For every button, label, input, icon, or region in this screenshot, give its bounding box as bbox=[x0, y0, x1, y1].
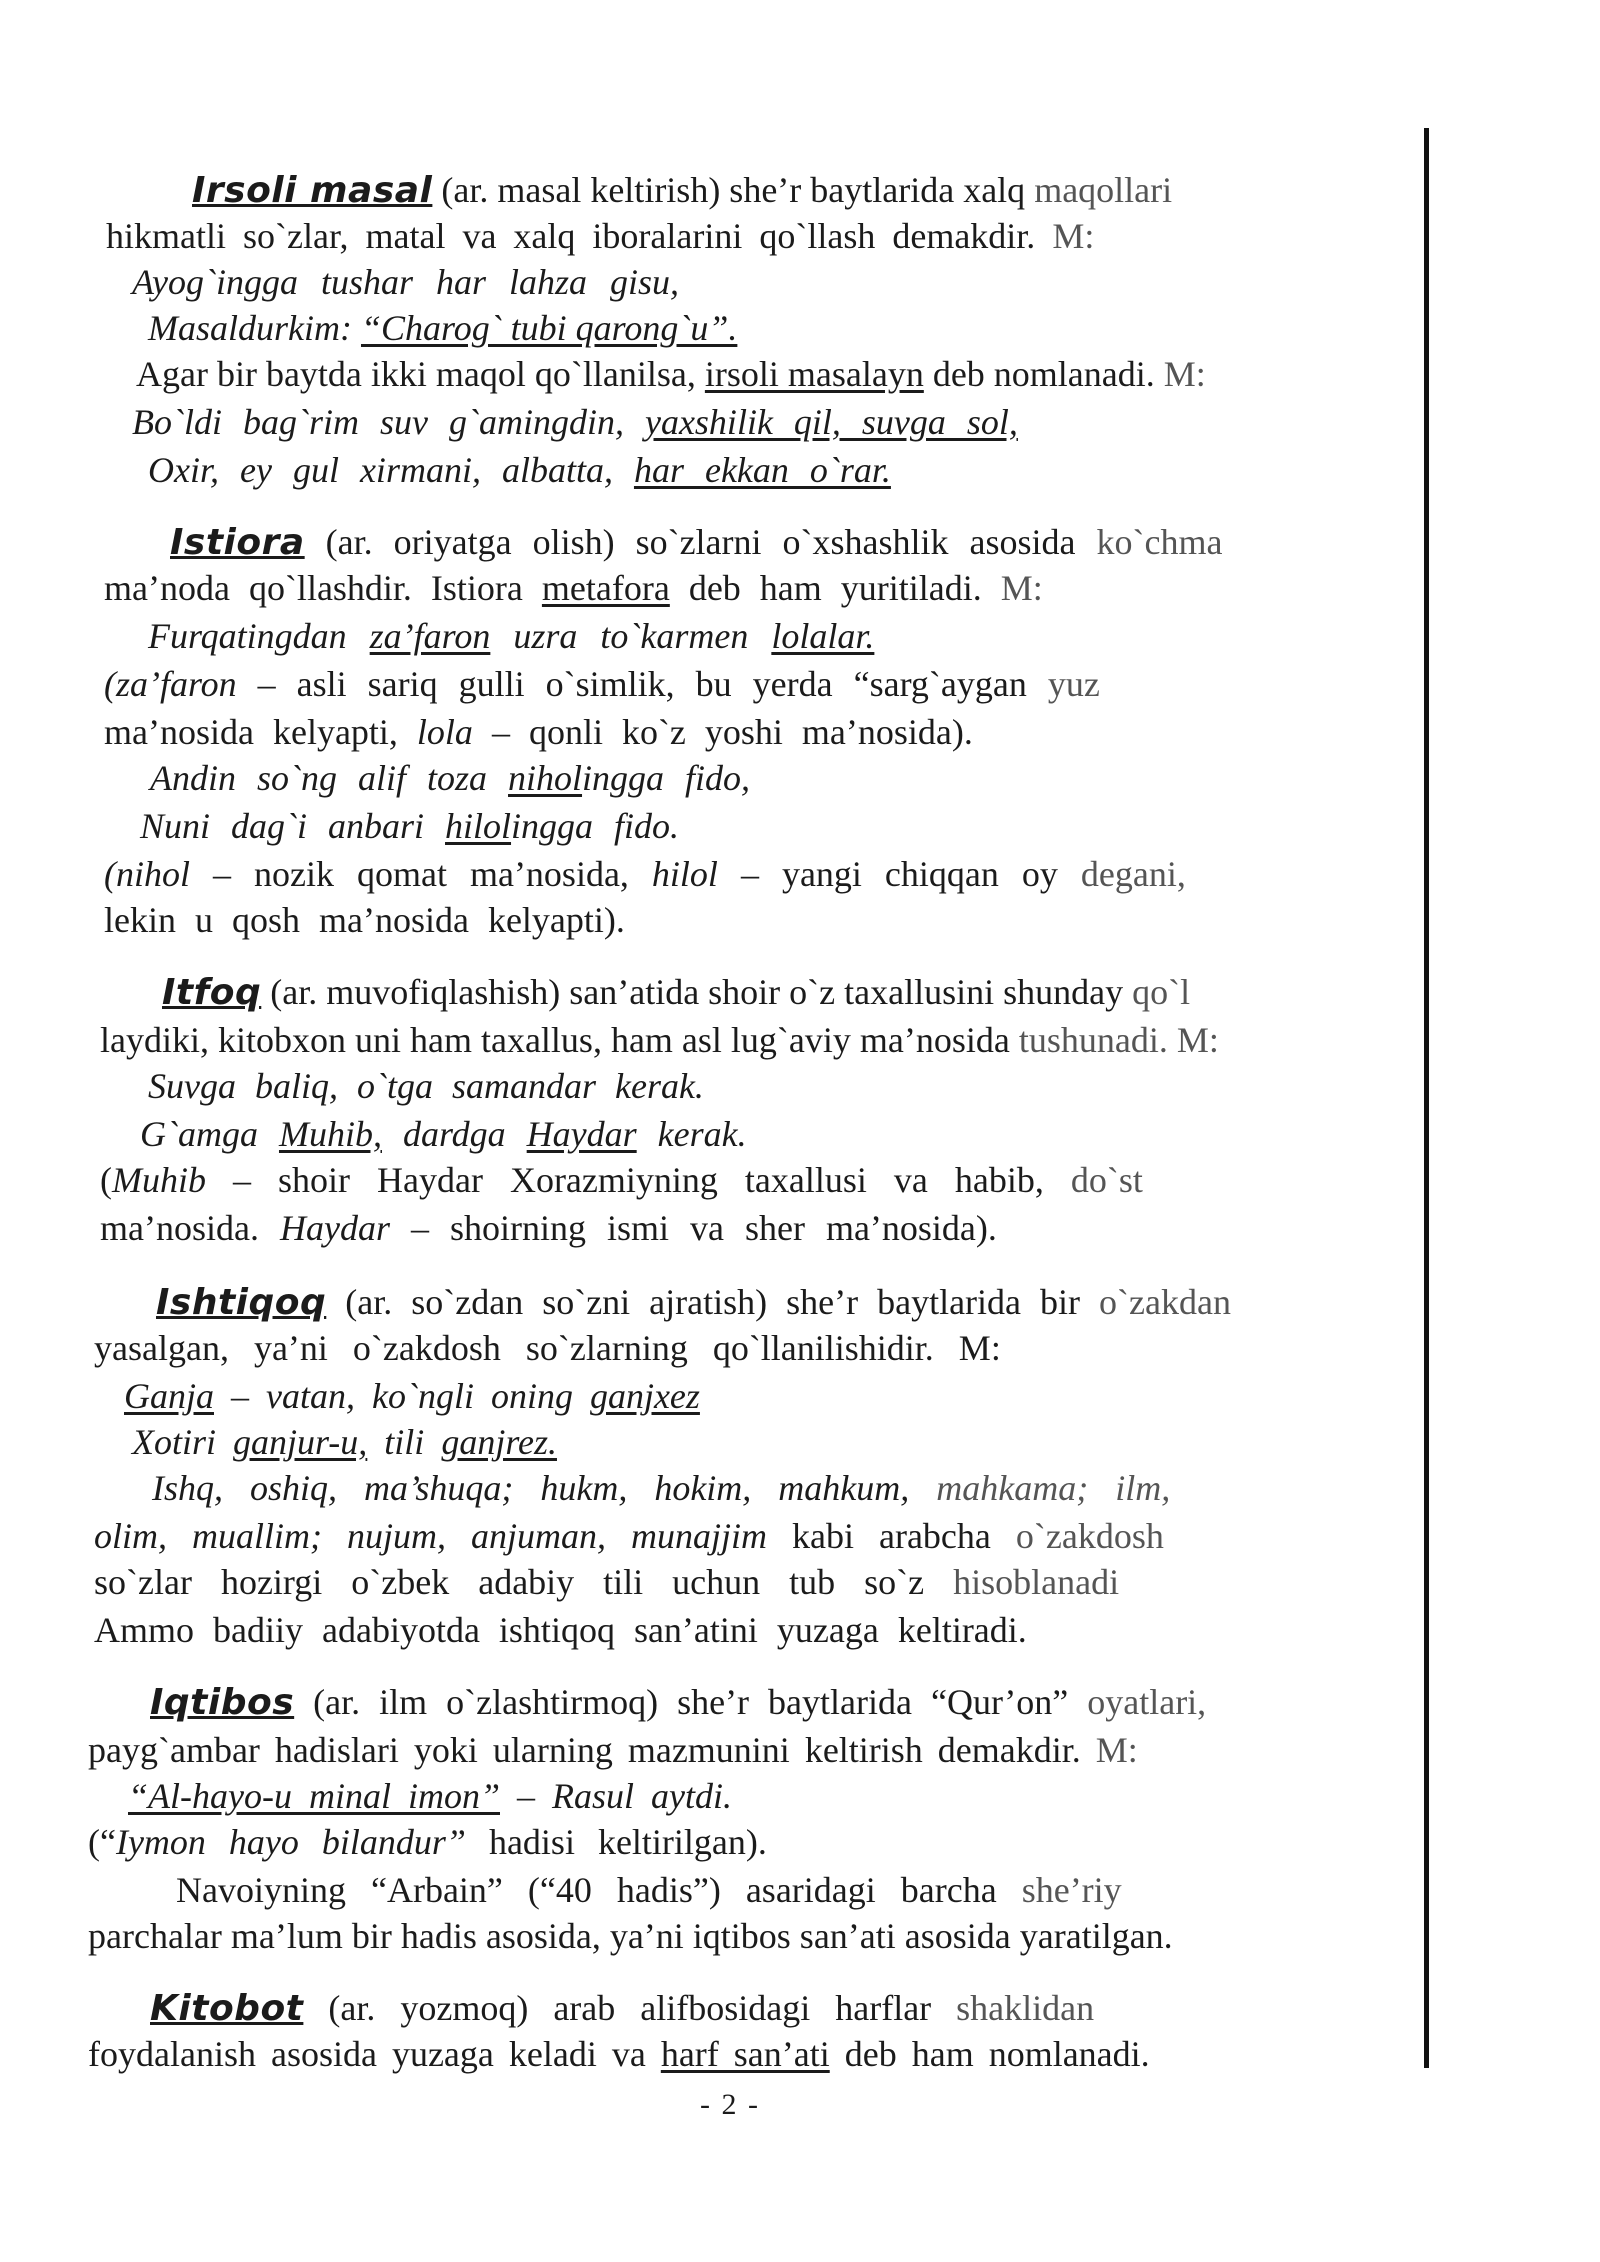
iqtibos-line-1: Iqtibos (ar. ilm o`zlashtirmoq) she’r baytlarida “Qur’on” oyatlari, bbox=[150, 1682, 1207, 1723]
irsoli-verse-4: Oxir, ey gul xirmani, albatta, har ekkan o`rar. bbox=[148, 450, 891, 490]
ishtiqoq-line-6: Ammo badiiy adabiyotda ishtiqoq san’atini yuzaga keltiradi. bbox=[94, 1610, 1027, 1650]
istiora-line-1: Istiora (ar. oriyatga olish) so`zlarni o`xshashlik asosida ko`chma bbox=[170, 522, 1223, 563]
istiora-line-2: ma’noda qo`llashdir. Istiora metafora deb ham yuritiladi. M: bbox=[104, 568, 1043, 608]
istiora-verse-3: Nuni dag`i anbari hilolingga fido. bbox=[140, 806, 680, 846]
term-iqtibos: Iqtibos bbox=[150, 1682, 295, 1723]
page-number: - 2 - bbox=[700, 2088, 760, 2121]
term-itfoq: Itfoq bbox=[162, 972, 262, 1013]
istiora-line-5: (nihol – nozik qomat ma’nosida, hilol – yangi chiqqan oy degani, bbox=[104, 854, 1186, 894]
irsoli-line-3: Agar bir baytda ikki maqol qo`llanilsa, irsoli masalayn deb nomlanadi. M: bbox=[136, 354, 1206, 394]
ishtiqoq-line-5: so`zlar hozirgi o`zbek adabiy tili uchun tub so`z hisoblanadi bbox=[94, 1562, 1120, 1602]
istiora-line-3: (za’faron – asli sariq gulli o`simlik, bu yerda “sarg`aygan yuz bbox=[104, 664, 1100, 704]
istiora-verse-2: Andin so`ng alif toza niholingga fido, bbox=[150, 758, 751, 798]
iqtibos-line-4: Navoiyning “Arbain” (“40 hadis”) asaridagi barcha she’riy bbox=[176, 1870, 1122, 1910]
itfoq-line-4: ma’nosida. Haydar – shoirning ismi va sher ma’nosida). bbox=[100, 1208, 997, 1248]
iqtibos-line-2: payg`ambar hadislari yoki ularning mazmunini keltirish demakdir. M: bbox=[88, 1730, 1138, 1770]
page-edge-bar bbox=[1424, 128, 1429, 2068]
itfoq-verse-1: Suvga baliq, o`tga samandar kerak. bbox=[148, 1066, 704, 1106]
istiora-line-4: ma’nosida kelyapti, lola – qonli ko`z yoshi ma’nosida). bbox=[104, 712, 973, 752]
ishtiqoq-line-1: Ishtiqoq (ar. so`zdan so`zni ajratish) she’r baytlarida bir o`zakdan bbox=[156, 1282, 1231, 1323]
kitobot-line-1: Kitobot (ar. yozmoq) arab alifbosidagi harflar shaklidan bbox=[150, 1988, 1095, 2029]
term-irsoli-masal: Irsoli masal bbox=[192, 170, 433, 211]
itfoq-line-3: (Muhib – shoir Haydar Xorazmiyning taxallusi va habib, do`st bbox=[100, 1160, 1143, 1200]
irsoli-verse-1: Ayog`ingga tushar har lahza gisu, bbox=[132, 262, 680, 302]
irsoli-verse-3: Bo`ldi bag`rim suv g`amingdin, yaxshilik qil, suvga sol, bbox=[132, 402, 1018, 442]
istiora-line-6: lekin u qosh ma’nosida kelyapti). bbox=[104, 900, 625, 940]
istiora-verse-1: Furqatingdan za’faron uzra to`karmen lolalar. bbox=[148, 616, 875, 656]
ishtiqoq-verse-1: Ganja – vatan, ko`ngli oning ganjxez bbox=[124, 1376, 700, 1416]
ishtiqoq-line-2: yasalgan, ya’ni o`zakdosh so`zlarning qo`llanilishidir. M: bbox=[94, 1328, 1001, 1368]
ishtiqoq-verse-2: Xotiri ganjur-u, tili ganjrez. bbox=[132, 1422, 557, 1462]
itfoq-line-2: laydiki, kitobxon uni ham taxallus, ham asl lug`aviy ma’nosida tushunadi. M: bbox=[100, 1020, 1219, 1060]
term-istiora: Istiora bbox=[170, 522, 305, 563]
irsoli-line-1: Irsoli masal (ar. masal keltirish) she’r baytlarida xalq maqollari bbox=[192, 170, 1173, 211]
ishtiqoq-line-3: Ishq, oshiq, ma’shuqa; hukm, hokim, mahkum, mahkama; ilm, bbox=[152, 1468, 1171, 1508]
iqtibos-verse-1: “Al-hayo-u minal imon” – Rasul aytdi. bbox=[128, 1776, 732, 1816]
irsoli-line-2: hikmatli so`zlar, matal va xalq iboralarini qo`llash demakdir. M: bbox=[106, 216, 1095, 256]
term-ishtiqoq: Ishtiqoq bbox=[156, 1282, 327, 1323]
iqtibos-line-5: parchalar ma’lum bir hadis asosida, ya’ni iqtibos san’ati asosida yaratilgan. bbox=[88, 1916, 1173, 1956]
itfoq-line-1: Itfoq (ar. muvofiqlashish) san’atida shoir o`z taxallusini shunday qo`l bbox=[162, 972, 1191, 1013]
term-kitobot: Kitobot bbox=[150, 1988, 304, 2029]
irsoli-verse-2: Masaldurkim: “Charog` tubi qarong`u”. bbox=[148, 308, 738, 348]
ishtiqoq-line-4: olim, muallim; nujum, anjuman, munajjim kabi arabcha o`zakdosh bbox=[94, 1516, 1164, 1556]
kitobot-line-2: foydalanish asosida yuzaga keladi va harf san’ati deb ham nomlanadi. bbox=[88, 2034, 1150, 2074]
iqtibos-line-3: (“Iymon hayo bilandur” hadisi keltirilgan). bbox=[88, 1822, 767, 1862]
itfoq-verse-2: G`amga Muhib, dardga Haydar kerak. bbox=[140, 1114, 747, 1154]
